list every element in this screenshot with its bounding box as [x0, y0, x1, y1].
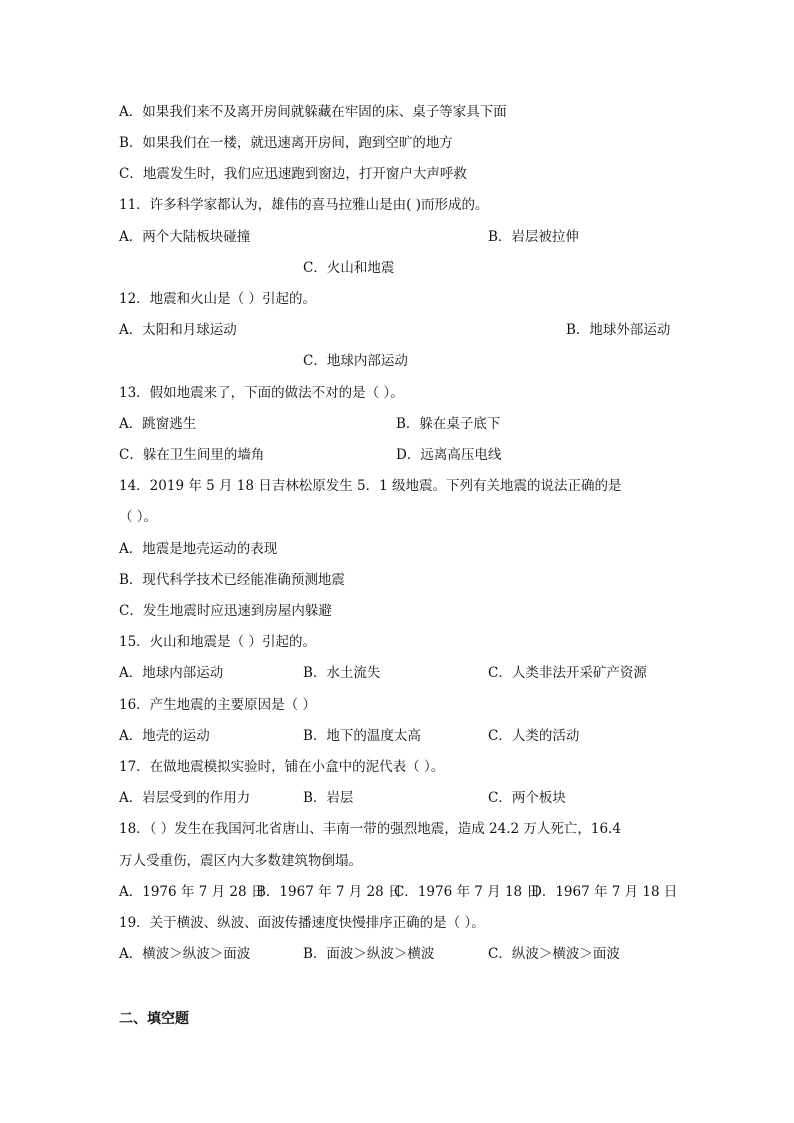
q11-option-a: A．两个大陆板块碰撞 [119, 229, 251, 245]
q17-option-c: C．两个板块 [488, 790, 566, 806]
q19-stem: 19．关于横波、纵波、面波传播速度快慢排序正确的是（ ）。 [119, 915, 485, 931]
q15-option-b: B．水土流失 [303, 665, 381, 681]
q19-option-a: A．横波＞纵波＞面波 [119, 946, 251, 962]
q13-option-c: C．躲在卫生间里的墙角 [119, 447, 265, 463]
q17-option-b: B．岩层 [303, 790, 354, 806]
q11-option-c: C．火山和地震 [303, 260, 395, 276]
q12-stem: 12．地震和火山是（ ）引起的。 [119, 291, 316, 307]
q16-option-a: A．地壳的运动 [119, 728, 210, 744]
q12-option-c: C．地球内部运动 [303, 353, 408, 369]
q18-option-c: C．1976 年 7 月 18 日 [394, 884, 540, 900]
q12-option-b: B．地球外部运动 [566, 322, 671, 338]
q18-option-d: D．1967 年 7 月 18 日 [531, 884, 678, 900]
q10-option-b: B．如果我们在一楼，就迅速离开房间，跑到空旷的地方 [119, 135, 453, 151]
section-heading: 二、填空题 [119, 1011, 189, 1027]
q15-option-c: C．人类非法开采矿产资源 [488, 665, 647, 681]
q16-option-c: C．人类的活动 [488, 728, 580, 744]
q15-stem: 15．火山和地震是（ ）引起的。 [119, 634, 316, 650]
q10-option-a: A．如果我们来不及离开房间就躲藏在牢固的床、桌子等家具下面 [119, 104, 507, 120]
q16-stem: 16．产生地震的主要原因是（ ） [119, 697, 316, 713]
q14-stem-cont: （ ）。 [119, 509, 158, 525]
q12-option-a: A．太阳和月球运动 [119, 322, 237, 338]
q17-stem: 17．在做地震模拟实验时，铺在小盒中的泥代表（ ）。 [119, 759, 445, 775]
q13-option-d: D．远离高压电线 [396, 447, 502, 463]
q13-option-a: A．跳窗逃生 [119, 416, 197, 432]
q14-option-c: C．发生地震时应迅速到房屋内躲避 [119, 603, 332, 619]
q18-option-a: A．1976 年 7 月 28 日 [119, 884, 265, 900]
q13-stem: 13．假如地震来了，下面的做法不对的是（ ）。 [119, 385, 404, 401]
q10-option-c: C．地震发生时，我们应迅速跑到窗边，打开窗户大声呼救 [119, 166, 467, 182]
q18-stem-cont: 万人受重伤，震区内大多数建筑物倒塌。 [119, 853, 362, 869]
q13-option-b: B．躲在桌子底下 [396, 416, 501, 432]
q17-option-a: A．岩层受到的作用力 [119, 790, 251, 806]
q18-stem: 18．（ ）发生在我国河北省唐山、丰南一带的强烈地震，造成 24.2 万人死亡，16.4 [119, 821, 621, 837]
q19-option-c: C．纵波＞横波＞面波 [488, 946, 620, 962]
q11-option-b: B．岩层被拉伸 [488, 229, 579, 245]
q16-option-b: B．地下的温度太高 [303, 728, 421, 744]
q14-stem: 14．2019 年 5 月 18 日吉林松原发生 5．1 级地震。下列有关地震的说法正确的是 [119, 478, 622, 494]
q14-option-a: A．地震是地壳运动的表现 [119, 541, 278, 557]
q19-option-b: B．面波＞纵波＞横波 [303, 946, 435, 962]
q14-option-b: B．现代科学技术已经能准确预测地震 [119, 572, 345, 588]
q11-stem: 11．许多科学家都认为，雄伟的喜马拉雅山是由( )而形成的。 [119, 197, 489, 213]
q18-option-b: B．1967 年 7 月 28 日 [256, 884, 402, 900]
q15-option-a: A．地球内部运动 [119, 665, 224, 681]
